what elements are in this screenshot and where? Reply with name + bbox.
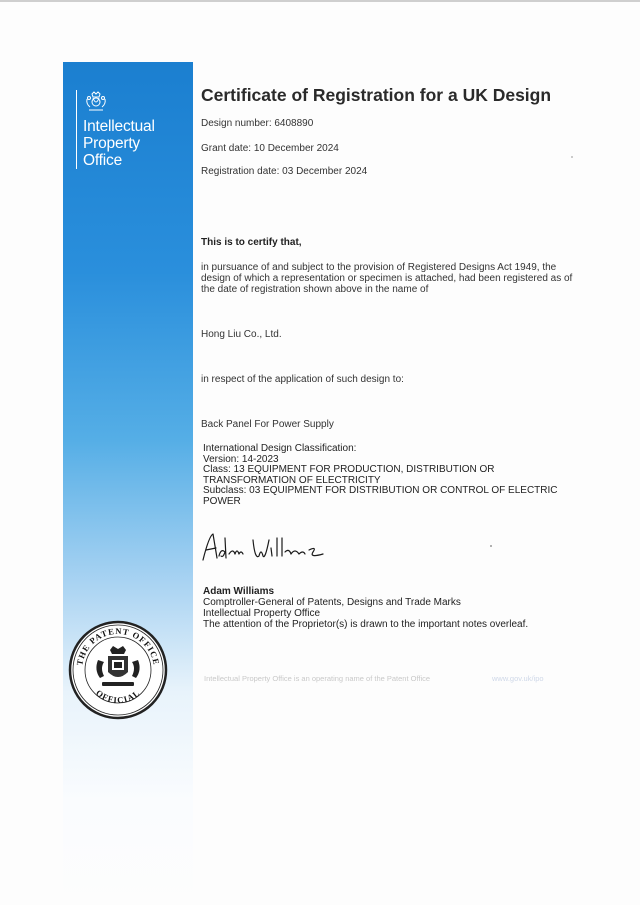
footer-text: Intellectual Property Office is an operating name of the Patent Office bbox=[204, 674, 431, 683]
handwritten-signature bbox=[199, 530, 329, 566]
respect-line: in respect of the application of such design to: bbox=[201, 374, 404, 385]
design-number-value: 6408890 bbox=[274, 118, 314, 129]
signer-note: The attention of the Proprietor(s) is drawn to the important notes overleaf. bbox=[203, 619, 529, 630]
signer-office: Intellectual Property Office bbox=[203, 608, 321, 619]
logo-line-1: Intellectual bbox=[83, 118, 155, 135]
registration-date-label: Registration date: bbox=[201, 166, 280, 177]
registration-date-field bbox=[201, 166, 367, 177]
classification-heading: International Design Classification: bbox=[203, 443, 357, 454]
logo-line-3: Office bbox=[83, 152, 123, 169]
ipo-logo bbox=[76, 90, 195, 169]
classification-subclass: Subclass: 03 EQUIPMENT FOR DISTRIBUTION OR CONTROL OF ELECTRIC POWER bbox=[203, 485, 558, 507]
design-number-label: Design number: bbox=[201, 118, 272, 129]
signer-block bbox=[203, 586, 593, 630]
seal-bottom-text: OFFICIAL bbox=[94, 687, 142, 706]
scan-speck bbox=[571, 156, 573, 158]
sidebar-band bbox=[63, 62, 193, 902]
grant-date-label: Grant date: bbox=[201, 143, 252, 154]
registration-date-value: 03 December 2024 bbox=[282, 166, 368, 177]
patent-office-seal bbox=[68, 620, 168, 720]
logo-line-2: Property bbox=[83, 135, 140, 152]
body-paragraph: in pursuance of and subject to the provision of Registered Designs Act 1949, the design of which a representation or specimen is attached, had been registered as of the date of registration shown above in the name of bbox=[201, 262, 573, 295]
certificate-title: Certificate of Registration for a UK Design bbox=[201, 85, 552, 105]
grant-date-field bbox=[201, 143, 339, 154]
signer-name: Adam Williams bbox=[203, 586, 275, 597]
grant-date-value: 10 December 2024 bbox=[253, 143, 339, 154]
scan-speck bbox=[490, 545, 492, 547]
footer-url: www.gov.uk/ipo bbox=[492, 674, 544, 683]
page-edge bbox=[0, 0, 640, 2]
signer-title: Comptroller-General of Patents, Designs and Trade Marks bbox=[203, 597, 461, 608]
seal-top-text: THE PATENT OFFICE bbox=[74, 625, 162, 667]
royal-crest-icon bbox=[83, 90, 109, 114]
design-number-field bbox=[201, 118, 313, 129]
design-name: Back Panel For Power Supply bbox=[201, 419, 334, 430]
classification-class: Class: 13 EQUIPMENT FOR PRODUCTION, DISTRIBUTION OR TRANSFORMATION OF ELECTRICITY bbox=[203, 464, 495, 486]
owner-name: Hong Liu Co., Ltd. bbox=[201, 329, 282, 340]
certify-heading: This is to certify that, bbox=[201, 237, 302, 248]
design-classification bbox=[203, 444, 583, 507]
classification-version: Version: 14-2023 bbox=[203, 453, 279, 465]
